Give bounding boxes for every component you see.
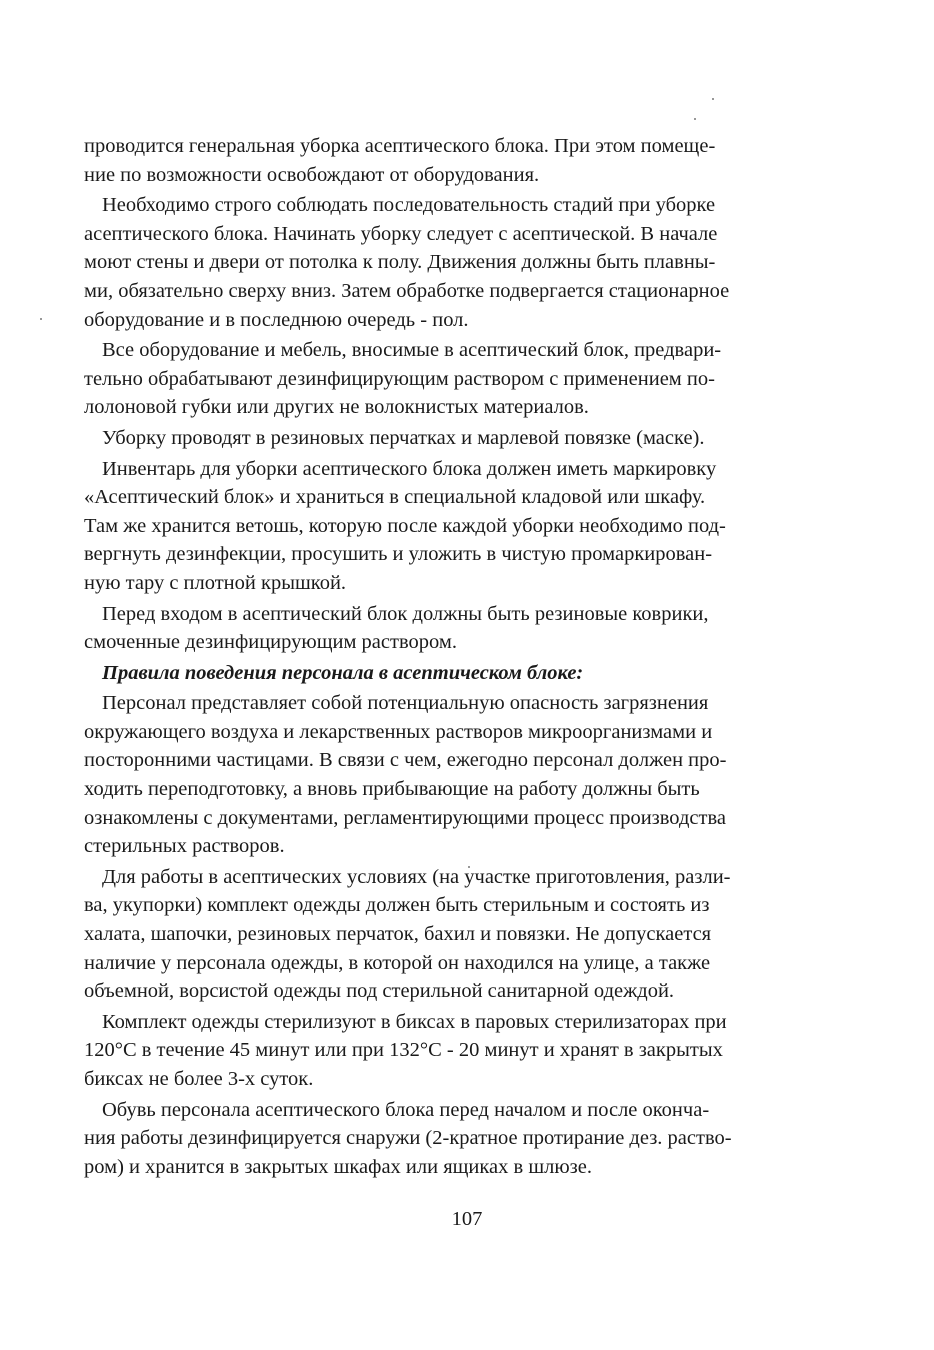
- text-line: лолоновой губки или других не волокнистых материалов.: [84, 396, 589, 419]
- paragraph: [84, 336, 800, 422]
- text-line: Там же хранится ветошь, которую после каждой уборки необходимо под-: [84, 514, 726, 537]
- body-text: [84, 132, 800, 1183]
- text-line: моют стены и двери от потолка к полу. Движения должны быть плавны-: [84, 251, 716, 274]
- text-line: Уборку проводят в резиновых перчатках и марлевой повязке (маске).: [102, 426, 705, 449]
- paragraph: [84, 455, 800, 598]
- scan-speck: [40, 318, 42, 320]
- text-line: Необходимо строго соблюдать последовательность стадий при уборке: [102, 194, 716, 217]
- text-line: объемной, ворсистой одежды под стерильной санитарной одеждой.: [84, 980, 675, 1003]
- text-line: проводится генеральная уборка асептического блока. При этом помеще-: [84, 135, 716, 157]
- text-line: оборудование и в последнюю очередь - пол.: [84, 308, 469, 331]
- text-line: ние по возможности освобождают от оборудования.: [84, 163, 540, 186]
- text-line: ром) и хранится в закрытых шкафах или ящиках в шлюзе.: [84, 1155, 592, 1178]
- text-line: биксах не более 3-х суток.: [84, 1068, 314, 1090]
- text-line: Обувь персонала асептического блока перед началом и после оконча-: [102, 1098, 710, 1121]
- paragraph: [84, 132, 800, 189]
- section-heading-text: Правила поведения персонала в асептическом блоке:: [102, 661, 584, 684]
- text-line: вергнуть дезинфекции, просушить и уложить в чистую промаркирован-: [84, 543, 713, 566]
- text-line: халата, шапочки, резиновых перчаток, бахил и повязки. Не допускается: [84, 923, 712, 946]
- text-line: ния работы дезинфицируется снаружи (2-кратное протирание дез. раство-: [84, 1127, 732, 1150]
- paragraph: [84, 600, 800, 657]
- text-line: ми, обязательно сверху вниз. Затем обработке подвергается стационарное: [84, 279, 730, 302]
- text-line: Комплект одежды стерилизуют в биксах в паровых стерилизаторах при: [102, 1010, 727, 1033]
- paragraph: [84, 689, 800, 861]
- text-line: 120°С в течение 45 минут или при 132°С - 20 минут и хранят в закрытых: [84, 1039, 723, 1062]
- paragraph: [84, 1008, 800, 1094]
- paragraph: [84, 1096, 800, 1182]
- paragraph: [84, 863, 800, 1006]
- text-line: смоченные дезинфицирующим раствором.: [84, 631, 457, 654]
- text-line: Инвентарь для уборки асептического блока должен иметь маркировку: [102, 457, 717, 480]
- text-line: асептического блока. Начинать уборку следует с асептической. В начале: [84, 222, 718, 245]
- paragraph: [84, 191, 800, 334]
- text-line: посторонними частицами. В связи с чем, ежегодно персонал должен про-: [84, 749, 727, 772]
- text-line: ва, укупорки) комплект одежды должен быть стерильным и состоять из: [84, 894, 710, 917]
- paragraph: [84, 424, 800, 453]
- text-line: окружающего воздуха и лекарственных растворов микроорганизмами и: [84, 720, 713, 743]
- text-line: Персонал представляет собой потенциальную опасность загрязнения: [102, 692, 709, 715]
- text-line: ную тару с плотной крышкой.: [84, 571, 347, 594]
- scan-speck: [694, 118, 696, 120]
- text-line: наличие у персонала одежды, в которой он находился на улице, а также: [84, 951, 711, 974]
- text-line: Перед входом в асептический блок должны быть резиновые коврики,: [102, 602, 709, 625]
- text-line: «Асептический блок» и храниться в специальной кладовой или шкафу.: [84, 486, 706, 509]
- text-line: стерильных растворов.: [84, 835, 285, 858]
- page-number: 107: [451, 1208, 483, 1230]
- text-line: ознакомлены с документами, регламентирующими процесс производства: [84, 806, 726, 829]
- section-heading: [84, 659, 800, 688]
- text-line: тельно обрабатывают дезинфицирующим раствором с применением по-: [84, 367, 715, 390]
- text-line: Для работы в асептических условиях (на участке приготовления, разли-: [102, 865, 731, 888]
- text-line: Все оборудование и мебель, вносимые в асептический блок, предвари-: [102, 339, 722, 362]
- text-line: ходить переподготовку, а вновь прибывающие на работу должны быть: [84, 778, 700, 801]
- scan-speck: [712, 98, 714, 100]
